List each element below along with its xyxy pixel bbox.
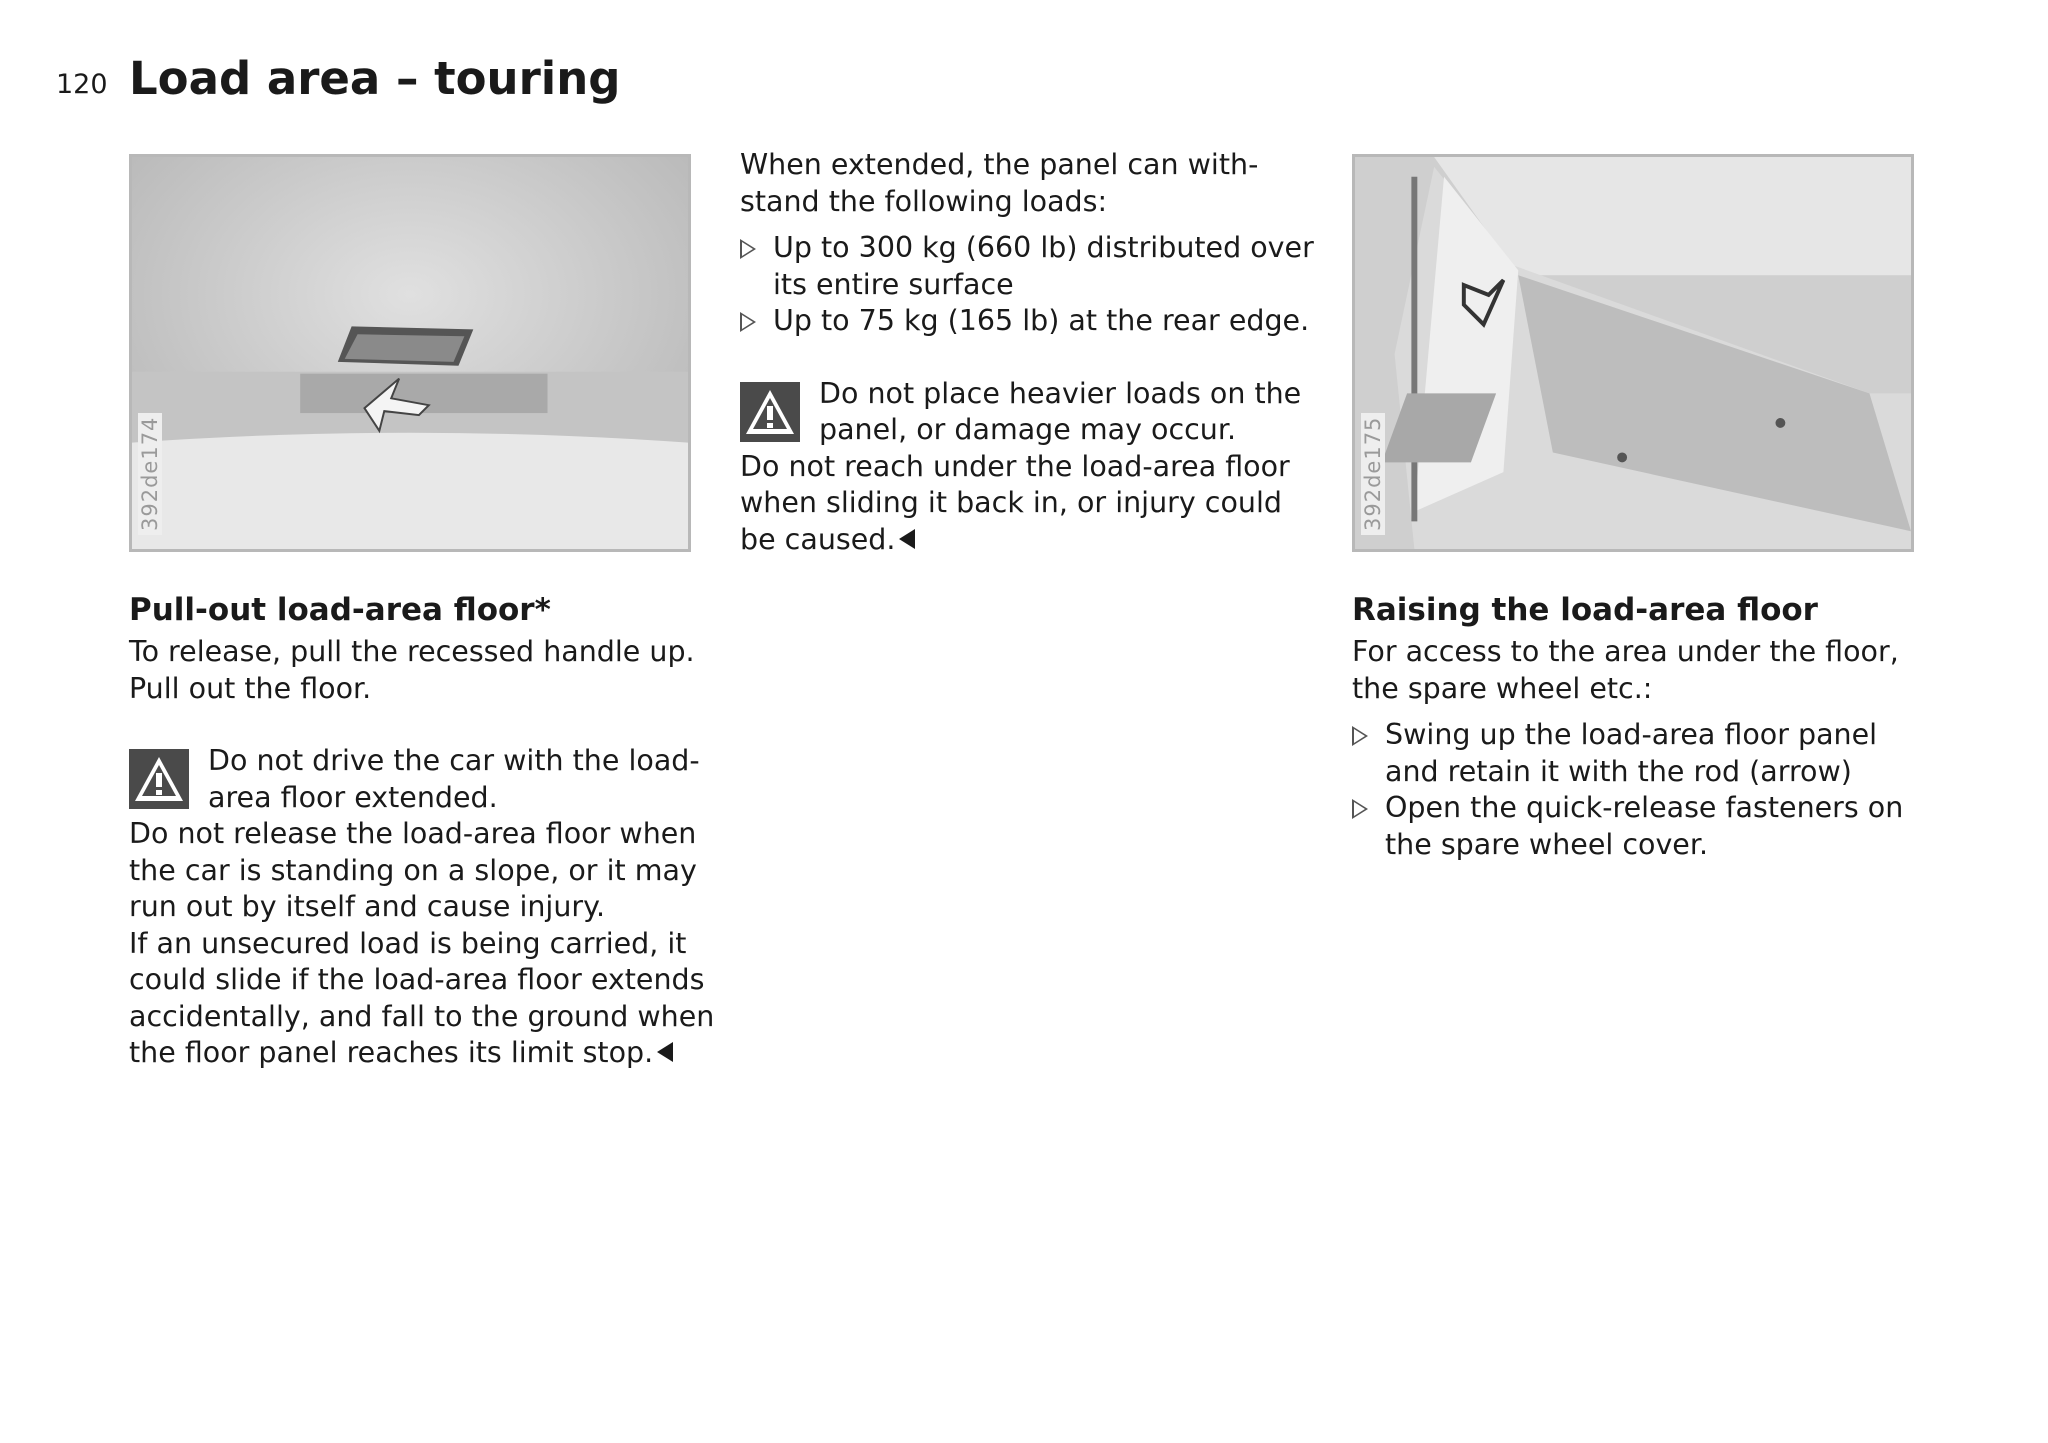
steps-list [1352, 717, 1952, 863]
list-item-line: Up to 300 kg (660 lb) distributed over [773, 231, 1314, 264]
intro-line: To release, pull the recessed handle up. [129, 635, 695, 668]
warning-icon [740, 382, 800, 442]
left-column [129, 590, 729, 1072]
section-heading-raising: Raising the load-area floor [1352, 592, 1818, 628]
list-item-line: the spare wheel cover. [1385, 827, 1709, 861]
list-item-line: Swing up the load-area floor panel [1385, 718, 1878, 751]
end-of-section-icon [657, 1042, 673, 1062]
body-line [129, 1035, 729, 1072]
intro-line: the spare wheel etc.: [1352, 671, 1653, 705]
load-limits-list [740, 230, 1340, 340]
list-item [1352, 790, 1952, 863]
body-line: Do not release the load-area floor when [129, 817, 697, 850]
warning-line: Do not drive the car with the load- [208, 744, 700, 777]
photo-pull-out-floor [129, 154, 691, 552]
intro-line: For access to the area under the floor, [1352, 635, 1899, 668]
photo-code-label: 392de174 [138, 413, 162, 535]
body-line: the car is standing on a slope, or it may [129, 853, 697, 887]
page-number: 120 [56, 69, 108, 100]
list-item [1352, 717, 1952, 790]
photo-illustration [132, 157, 688, 549]
warning-icon [129, 749, 189, 809]
bullet-arrow-icon [1352, 799, 1368, 819]
warning-line: area floor extended. [208, 780, 498, 814]
middle-column [740, 147, 1340, 558]
intro-line: stand the following loads: [740, 184, 1108, 218]
body-line-text: the floor panel reaches its limit stop. [129, 1036, 654, 1069]
photo-illustration [1355, 157, 1911, 549]
list-item [740, 230, 1340, 303]
body-line: Do not reach under the load-area floor [740, 449, 1290, 483]
intro-line: When extended, the panel can with- [740, 148, 1259, 181]
section-heading-pull-out: Pull-out load-area floor* [129, 592, 551, 628]
body-line: run out by itself and cause injury. [129, 890, 605, 923]
bullet-arrow-icon [740, 239, 756, 259]
list-item-line: Up to 75 kg (165 lb) at the rear edge. [773, 304, 1310, 337]
photo-raising-floor [1352, 154, 1914, 552]
list-item [740, 303, 1340, 340]
body-line: when sliding it back in, or injury could [740, 486, 1282, 519]
body-line-text: be caused. [740, 522, 896, 556]
warning-block [129, 743, 729, 816]
body-line: accidentally, and fall to the ground when [129, 999, 715, 1033]
warning-block [740, 376, 1340, 449]
list-item-line: and retain it with the rod (arrow) [1385, 754, 1852, 788]
page-title: Load area – touring [129, 52, 621, 105]
body-line: could slide if the load-area floor extends [129, 963, 705, 996]
list-item-line: its entire surface [773, 267, 1014, 301]
list-item-line: Open the quick-release fasteners on [1385, 791, 1904, 824]
photo-code-label: 392de175 [1361, 413, 1385, 535]
warning-line: panel, or damage may occur. [819, 413, 1237, 446]
body-line: If an unsecured load is being carried, it [129, 926, 687, 960]
warning-line: Do not place heavier loads on the [819, 376, 1302, 410]
bullet-arrow-icon [740, 312, 756, 332]
end-of-section-icon [899, 529, 915, 549]
body-line [740, 522, 1340, 559]
right-column [1352, 590, 1952, 863]
bullet-arrow-icon [1352, 726, 1368, 746]
intro-line: Pull out the floor. [129, 671, 372, 705]
